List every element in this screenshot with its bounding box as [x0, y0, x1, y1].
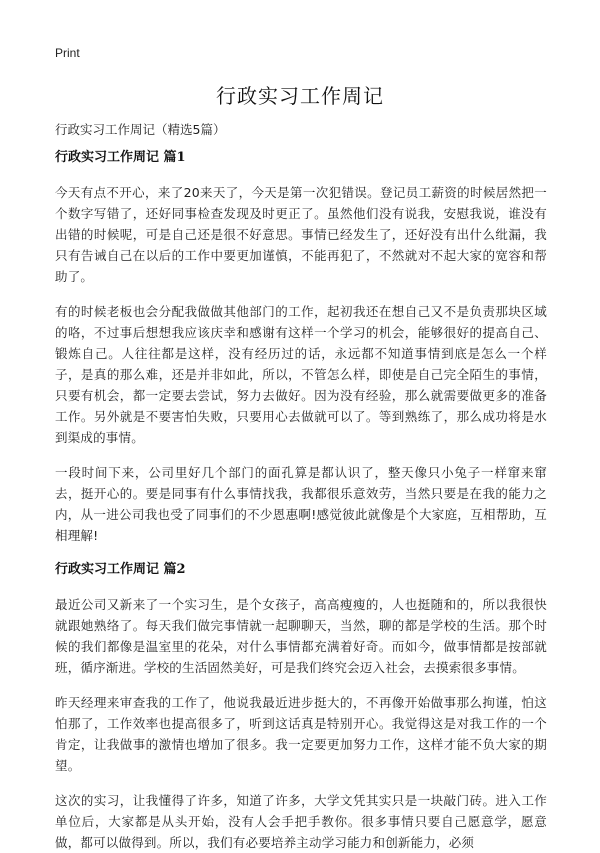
document-body	[55, 148, 547, 853]
paragraph: 昨天经理来审查我的工作了，他说我最近进步挺大的，不再像开始做事那么拘谨，怕这怕那了，工作效率也提高很多了，听到这话真是特别开心。我觉得这是对我工作的一个肯定，让我做事的激情也增加了很多。我一定要更加努力工作，这样才能不负大家的期望。	[55, 695, 547, 773]
paragraph: 有的时候老板也会分配我做做其他部门的工作，起初我还在想自己又不是负责那块区域的咯，不过事后想想我应该庆幸和感谢有这样一个学习的机会，能够很好的提高自己、锻炼自己。人往往都是这样，没有经历过的话，永远都不知道事情到底是怎么一个样子，是真的那么难，还是并非如此，所以，不管怎么样，即使是自己完全陌生的事情，只要有机会，都一定要去尝试，努力去做好。因为没有经验，那么就需要做更多的准备工作。另外就是不要害怕失败，只要用心去做就可以了。等到熟练了，那么成功将是水到渠成的事情。	[55, 304, 547, 445]
document-title: 行政实习工作周记	[216, 84, 384, 108]
section-heading: 行政实习工作周记 篇1	[55, 150, 186, 165]
print-label[interactable]: Print	[55, 46, 80, 60]
paragraph: 最近公司又新来了一个实习生，是个女孩子，高高瘦瘦的，人也挺随和的，所以我很快就跟她熟络了。每天我们做完事情就一起聊聊天，当然，聊的都是学校的生活。那个时候的我们都像是温室里的花朵，对什么事情都充满着好奇。而如今，做事情都是按部就班，循序渐进。学校的生活固然美好，可是我们终究会迈入社会，去摸索很多事情。	[55, 597, 547, 675]
paragraph: 一段时间下来，公司里好几个部门的面孔算是都认识了，整天像只小兔子一样窜来窜去，挺开心的。要是同事有什么事情找我，我都很乐意效劳，当然只要是在我的能力之内，从一进公司我也受了同事们的不少恩惠啊!感觉彼此就像是个大家庭，互相帮助，互相理解!	[55, 465, 547, 543]
document-subtitle: 行政实习工作周记（精选5篇）	[55, 122, 226, 137]
paragraph: 这次的实习，让我懂得了许多，知道了许多，大学文凭其实只是一块敲门砖。进入工作单位后，大家都是从头开始，没有人会手把手教你。很多事情只要自己愿意学，愿意做，都可以做得到。所以，我们有必要培养主动学习能力和创新能力，必须	[55, 793, 547, 850]
paragraph: 今天有点不开心，来了20来天了，今天是第一次犯错误。登记员工薪资的时候居然把一个数字写错了，还好同事检查发现及时更正了。虽然他们没有说我，安慰我说，谁没有出错的时候呢，可是自己还是很不好意思。事情已经发生了，还好没有出什么纰漏，我只有告诫自己在以后的工作中要更加谨慎，不能再犯了，不然就对不起大家的宽容和帮助了。	[55, 185, 547, 284]
section-heading: 行政实习工作周记 篇2	[55, 562, 186, 577]
section-1	[55, 148, 547, 546]
section-2	[55, 560, 547, 853]
